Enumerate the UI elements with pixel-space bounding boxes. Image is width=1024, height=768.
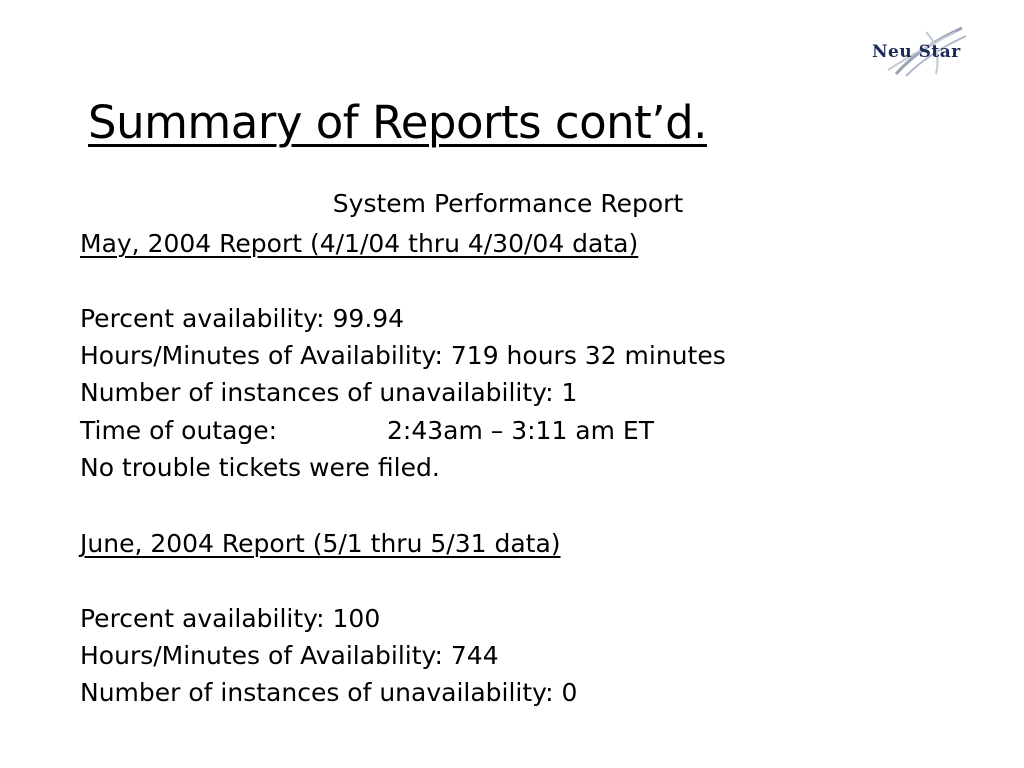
- may-outage-time: [80, 415, 654, 447]
- june-report-heading: June, 2004 Report (5/1 thru 5/31 data): [80, 529, 561, 558]
- june-hours-minutes: Hours/Minutes of Availability: 744: [80, 641, 499, 670]
- report-subtitle: System Performance Report: [332, 189, 684, 218]
- may-trouble-tickets: No trouble tickets were filed.: [80, 453, 440, 482]
- neustar-logo: [866, 22, 978, 82]
- may-percent-availability: Percent availability: 99.94: [80, 304, 405, 333]
- may-instances: Number of instances of unavailability: 1: [80, 378, 578, 407]
- june-instances: Number of instances of unavailability: 0: [80, 678, 578, 707]
- logo-wordmark: Neu Star: [872, 42, 961, 62]
- outage-value: 2:43am – 3:11 am ET: [387, 416, 654, 445]
- may-report-heading: May, 2004 Report (4/1/04 thru 4/30/04 data): [80, 229, 639, 258]
- outage-label: Time of outage:: [80, 416, 278, 445]
- may-hours-minutes: Hours/Minutes of Availability: 719 hours 32 minutes: [80, 341, 726, 370]
- page-title: Summary of Reports cont’d.: [88, 96, 707, 149]
- june-percent-availability: Percent availability: 100: [80, 604, 381, 633]
